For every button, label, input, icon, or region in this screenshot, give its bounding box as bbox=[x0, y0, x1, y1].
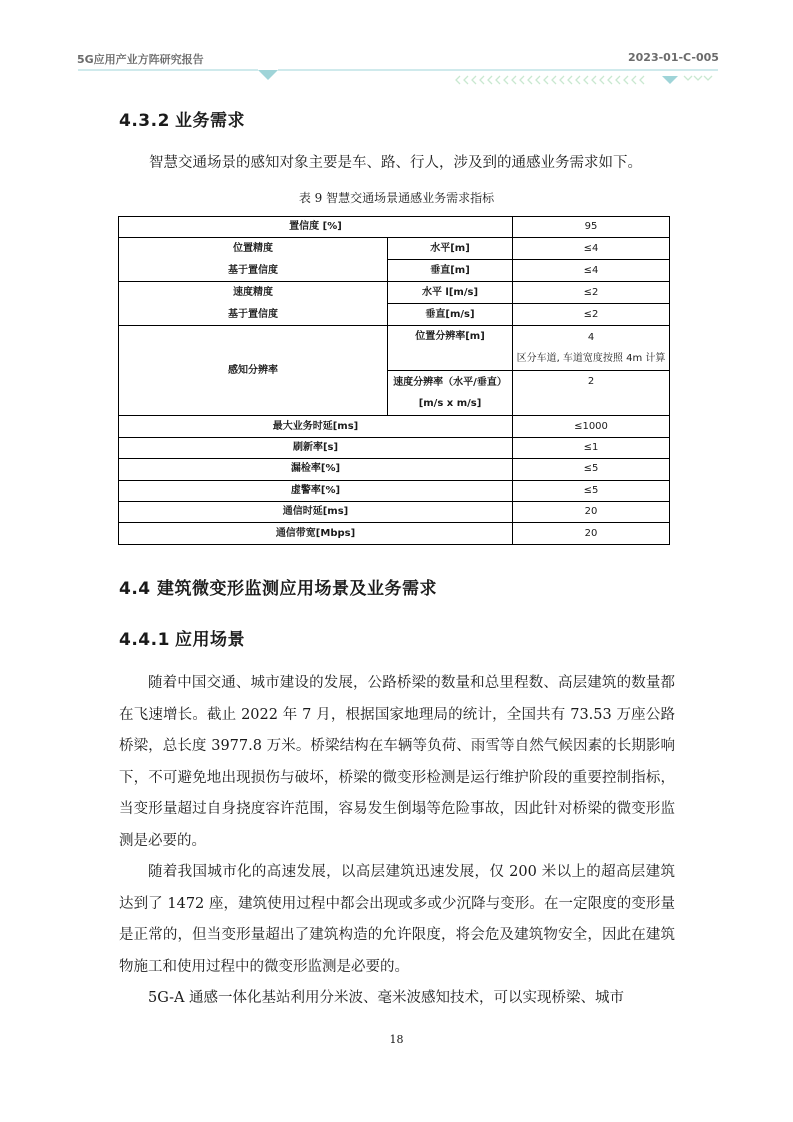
table-value-cell: 20 bbox=[513, 501, 670, 522]
table-value-cell: ≤1000 bbox=[513, 416, 670, 437]
table-label-cell: 通信时延[ms] bbox=[119, 501, 513, 522]
requirements-table bbox=[118, 216, 670, 545]
table-sublabel-cell: 水平[m] bbox=[388, 238, 513, 260]
paragraph: 随着中国交通、城市建设的发展，公路桥梁的数量和总里程数、高层建筑的数量都在飞速增长。截止 2022 年 7 月，根据国家地理局的统计，全国共有 73.53 万座公路桥梁，总长度 3977.8 万米。桥梁结构在车辆等负荷、雨雪等自然气候因素的长期影响下，不可避免地出现损伤与破坏，桥梁的微变形检测是运行维护阶段的重要控制指标，当变形量超过自身挠度容许范围，容易发生倒塌等危险事故，因此针对桥梁的微变形监测是必要的。 bbox=[119, 675, 675, 849]
label-line: 位置分辨率[m] bbox=[415, 331, 485, 343]
paragraph: 随着我国城市化的高速发展，以高层建筑迅速发展，仅 200 米以上的超高层建筑达到了 1472 座，建筑使用过程中都会出现或多或少沉降与变形。在一定限度的变形量是正常的，但当变形量超出了建筑构造的允许限度，将会危及建筑物安全，因此在建筑物施工和使用过程中的微变形监测是必要的。 bbox=[119, 864, 675, 975]
table-row bbox=[119, 523, 670, 544]
table-row bbox=[119, 217, 670, 238]
table-sublabel-cell: 水平 l[m/s] bbox=[388, 282, 513, 304]
label-line: 基于置信度 bbox=[228, 264, 278, 276]
table-label-cell: 感知分辨率 bbox=[119, 326, 388, 416]
table-sublabel-cell bbox=[388, 371, 513, 416]
table-label-cell: 最大业务时延[ms] bbox=[119, 416, 513, 437]
table-row bbox=[119, 437, 670, 458]
header-title: 5G应用产业方阵研究报告 bbox=[77, 53, 204, 66]
section-number: 4.3.2 bbox=[119, 111, 170, 131]
table-value-cell bbox=[513, 326, 670, 371]
section-heading-4-4: 4.4 建筑微变形监测应用场景及业务需求 bbox=[119, 579, 438, 599]
table-value-cell bbox=[513, 371, 670, 416]
page-number: 18 bbox=[389, 1033, 404, 1046]
table-sublabel-cell: 垂直[m] bbox=[388, 260, 513, 282]
table-row bbox=[119, 238, 670, 260]
table-value-cell: ≤4 bbox=[513, 260, 670, 282]
table-label-cell: 刷新率[s] bbox=[119, 437, 513, 458]
table-row bbox=[119, 326, 670, 371]
table-label-cell bbox=[119, 238, 388, 282]
table-label-cell: 置信度 [%] bbox=[119, 217, 513, 238]
table-value-cell: ≤1 bbox=[513, 437, 670, 458]
paragraph: 5G-A 通感一体化基站利用分米波、毫米波感知技术，可以实现桥梁、城市 bbox=[148, 990, 625, 1006]
table-value-cell: 95 bbox=[513, 217, 670, 238]
section-heading-4-3-2 bbox=[119, 106, 245, 131]
table-row bbox=[119, 282, 670, 304]
table-row bbox=[119, 480, 670, 501]
table-value-cell: ≤2 bbox=[513, 282, 670, 304]
section-title: 业务需求 bbox=[175, 111, 245, 131]
table-value-cell: 20 bbox=[513, 523, 670, 544]
table-row bbox=[119, 416, 670, 437]
section-title: 应用场景 bbox=[175, 630, 245, 650]
table-caption: 表 9 智慧交通场景通感业务需求指标 bbox=[298, 191, 495, 205]
table-value-cell: ≤5 bbox=[513, 459, 670, 480]
intro-paragraph: 智慧交通场景的感知对象主要是车、路、行人，涉及到的通感业务需求如下。 bbox=[149, 155, 642, 171]
body-text bbox=[119, 668, 675, 1015]
table-row bbox=[119, 501, 670, 522]
table-value-cell: ≤4 bbox=[513, 238, 670, 260]
table-label-cell: 漏检率[%] bbox=[119, 459, 513, 480]
section-number: 4.4.1 bbox=[119, 630, 170, 650]
label-line: 基于置信度 bbox=[228, 308, 278, 320]
header-doc-id: 2023-01-C-005 bbox=[628, 51, 719, 64]
table-label-cell: 虚警率[%] bbox=[119, 480, 513, 501]
table-value-cell: ≤5 bbox=[513, 480, 670, 501]
value-line: 4 bbox=[587, 331, 595, 343]
header-decoration bbox=[78, 66, 718, 88]
label-line: 位置精度 bbox=[233, 243, 273, 255]
table-label-cell: 通信带宽[Mbps] bbox=[119, 523, 513, 544]
section-heading-4-4-1 bbox=[119, 625, 245, 650]
label-line: 速度精度 bbox=[233, 287, 273, 299]
label-line: 速度分辨率（水平/垂直） bbox=[393, 376, 507, 388]
table-value-cell: ≤2 bbox=[513, 304, 670, 326]
table-sublabel-cell: 垂直[m/s] bbox=[388, 304, 513, 326]
table-sublabel-cell bbox=[388, 326, 513, 371]
value-line: 2 bbox=[587, 376, 595, 388]
table-row bbox=[119, 459, 670, 480]
value-line: 区分车道, 车道宽度按照 4m 计算 bbox=[516, 353, 666, 365]
label-line: [m/s x m/s] bbox=[418, 398, 482, 410]
table-label-cell bbox=[119, 282, 388, 326]
